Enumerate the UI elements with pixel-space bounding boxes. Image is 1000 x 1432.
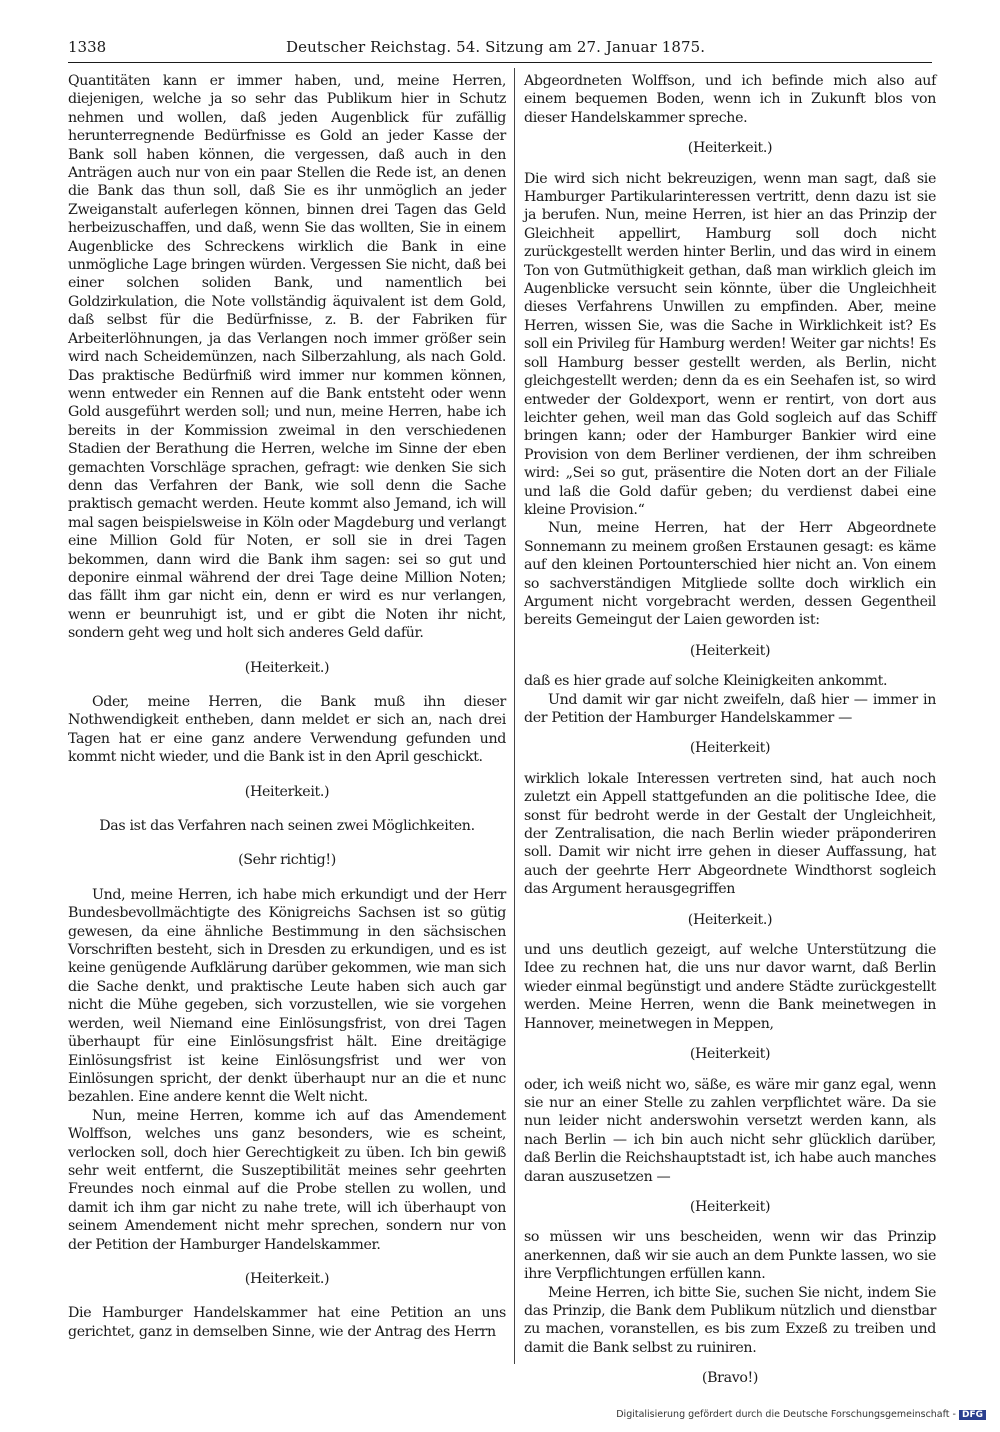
interjection: (Heiterkeit.) bbox=[244, 783, 330, 800]
interjection: (Heiterkeit) bbox=[689, 740, 771, 757]
interjection: (Heiterkeit) bbox=[689, 642, 771, 659]
page-number: 1338 bbox=[68, 38, 107, 56]
column-divider bbox=[514, 68, 515, 1364]
paragraph: Die Hamburger Handelskammer hat eine Petition an uns gerichtet, ganz in demselben Sinne, wie der Antrag des Herrn bbox=[68, 1305, 506, 1340]
paragraph: Meine Herren, ich bitte Sie, suchen Sie nicht, indem Sie das Prinzip, die Bank dem Publikum nützlich und dienstbar zu machen, voranstellen, es bis zum Exzeß zu treiben und damit die Bank selbst zu ruiniren. bbox=[524, 1284, 936, 1356]
paragraph: so müssen wir uns bescheiden, wenn wir das Prinzip anerkennen, daß wir sie auch an dem Punkte lassen, wo sie ihre Verpflichtungen erfüllen kann. bbox=[524, 1229, 936, 1283]
interjection: (Heiterkeit) bbox=[689, 1198, 771, 1215]
interjection: (Heiterkeit.) bbox=[687, 911, 773, 928]
interjection: (Heiterkeit) bbox=[689, 1046, 771, 1063]
interjection: Das ist das Verfahren nach seinen zwei Möglichkeiten. bbox=[99, 818, 475, 835]
right-column bbox=[524, 72, 936, 1400]
interjection: (Heiterkeit.) bbox=[244, 659, 330, 676]
header-rule bbox=[68, 62, 932, 63]
paragraph: wirklich lokale Interessen vertreten sind, hat auch noch zuletzt ein Appell stattgefunden an die politische Idee, die sonst für bedroht werde in der Gestalt der Ungleichheit, der Zentralisation, die nach Berlin wieder präponderiren soll. Damit wir nicht irre gehen in dieser Auffassung, hat auch der geehrte Herr Abgeordnete Windthorst sogleich das Argument herausgegriffen bbox=[524, 770, 936, 898]
paragraph: Nun, meine Herren, hat der Herr Abgeordnete Sonnemann zu meinem großen Erstaunen gesagt: es käme auf den kleinen Portounterschied hier nicht an. Von einem so sachverständigen Mitgliede sollte doch wirklich ein Argument nicht vorgebracht werden, dessen Gegentheil bereits Gemeingut der Laien geworden ist: bbox=[524, 520, 936, 629]
interjection: (Sehr richtig!) bbox=[238, 852, 336, 869]
footer-credit-text: Digitalisierung gefördert durch die Deutsche Forschungsgemeinschaft - bbox=[616, 1409, 956, 1420]
paragraph: daß es hier grade auf solche Kleinigkeiten ankommt. bbox=[524, 673, 888, 690]
paragraph: Nun, meine Herren, komme ich auf das Amendement Wolffson, welches uns ganz besonders, wie es scheint, verlocken soll, doch hier Gerechtigkeit zu üben. Ich bin gewiß sehr weit entfernt, die Suszeptibilität meines sehr geehrten Freundes noch einmal auf die Probe stellen zu wollen, und damit ich ihm gar nicht zu nahe trete, will ich überhaupt von seinem Amendement nicht mehr sprechen, sondern nur von der Petition der Hamburger Handelskammer. bbox=[68, 1107, 506, 1253]
paragraph: Abgeordneten Wolffson, und ich befinde mich also auf einem bequemen Boden, wenn ich in Zukunft blos von dieser Handelskammer spreche. bbox=[524, 73, 936, 126]
paragraph: Die wird sich nicht bekreuzigen, wenn man sagt, daß sie Hamburger Partikularinteressen vertritt, denn dazu ist sie ja berufen. Nun, meine Herren, ist hier an das Prinzip der Gleichheit appellirt, Hamburg soll doch nicht zurückgestellt werden hinter Berlin, und das wird in einem Ton von Gutmüthigkeit gethan, daß man wirklich gleich im Augenblicke versucht sein könnte, über die Ungleichheit dieses Verfahrens Unwillen zu empfinden. Aber, meine Herren, wissen Sie, was die Sache in Wirklichkeit ist? Es soll ein Privileg für Hamburg werden! Weiter gar nichts! Es soll Hamburg besser gestellt werden, als Berlin, nicht gleichgestellt werden; denn da es ein Seehafen ist, so wird entweder der Goldexport, wenn er rentirt, von dort aus leichter gehen, weil man das Gold sogleich auf das Schiff bringen kann; oder der Hamburger Bankier wird eine Provision von dem Berliner verdienen, der ihm schreiben wird: „Sei so gut, präsentire die Noten dort an der Filiale und laß die Gold dafür geben; du verdienst dabei eine kleine Provision.“ bbox=[524, 170, 936, 518]
dfg-logo: DFG bbox=[959, 1410, 986, 1420]
paragraph: und uns deutlich gezeigt, auf welche Unterstützung die Idee zu rechnen hat, die uns nur davor warnt, daß Berlin wieder einmal begünstigt und andere Städte zurückgestellt werden. Meine Herren, wenn die Bank meinetwegen in Hannover, meinetwegen in Meppen, bbox=[524, 942, 936, 1032]
page-header bbox=[68, 38, 932, 60]
paragraph: oder, ich weiß nicht wo, säße, es wäre mir ganz egal, wenn sie nur an einer Stelle zu zahlen verpflichtet wäre. Da sie nun leider nicht anderswohin versetzt werden kann, als nach Berlin — ich bin auch nicht sehr glücklich darüber, daß Berlin die Reichshauptstadt ist, ich habe auch manches daran auszusetzen — bbox=[524, 1076, 936, 1185]
interjection: (Bravo!) bbox=[701, 1370, 759, 1387]
paragraph: Oder, meine Herren, die Bank muß ihn dieser Nothwendigkeit entheben, dann meldet er sich an, nach drei Tagen hat er eine ganz andere Verwendung gefunden und kommt nicht wieder, und die Bank ist in den April geschickt. bbox=[68, 694, 506, 766]
interjection: (Heiterkeit.) bbox=[687, 140, 773, 157]
left-column bbox=[68, 72, 506, 1341]
paragraph: Und, meine Herren, ich habe mich erkundigt und der Herr Bundesbevollmächtigte des Königreichs Sachsen ist so gütig gewesen, da eine ähnliche Bestimmung in den sächsischen Vorschriften besteht, sich in Dresden zu erkundigen, und es ist keine genügende Aufklärung darüber gekommen, wie man sich die Sache denkt, und praktische Leute haben sich auch gar nicht die Mühe gegeben, sich vorzustellen, wie sie vorgehen werden, weil Niemand eine Einlösungsfrist, von drei Tagen überhaupt für eine Einlösungsfrist hält. Eine dreitägige Einlösungsfrist ist keine Einlösungsfrist und wer von Einlösungen spricht, der denkt überhaupt nur an die et nunc bezahlen. Eine andere kennt die Welt nicht. bbox=[68, 886, 506, 1106]
footer-credit bbox=[616, 1409, 986, 1420]
paragraph: Quantitäten kann er immer haben, und, meine Herren, diejenigen, welche ja so sehr das Publikum hier in Schutz nehmen und wollen, daß jeden Augenblick für zufällig herunterregnende Bedürfnisse es Gold an jeder Kasse der Bank soll haben können, die vergessen, daß auch in den Anträgen auch nur von ein paar Stellen die Rede ist, an denen die Bank das thun soll, daß Sie es ihr unmöglich an jeder Zweiganstalt auferlegen können, binnen drei Tagen das Geld herbeizuschaffen, und daß, wenn Sie das wollten, Sie in einem Augenblicke des Schreckens wirklich die Bank in eine unmögliche Lage bringen würden. Vergessen Sie nicht, daß bei einer solchen soliden Bank, und namentlich bei Goldzirkulation, die Note vollständig äquivalent ist dem Gold, daß selbst für die Bedürfnisse, z. B. der Fabriken für Arbeiterlöhnungen, ja das Verlangen noch immer größer sein wird nach Scheidemünzen, nach Silberzahlung, als nach Gold. Das praktische Bedürfniß wird immer nur kommen können, wenn entweder ein Rennen auf die Bank entsteht oder wenn Gold ausgeführt werden soll; und nun, meine Herren, habe ich bereits in der Kommission zweimal in den verschiedenen Stadien der Berathung die Herren, welche im Sinne der eben gemachten Vorschläge sprachen, gefragt: wie denken Sie sich denn das Verfahren der Bank, wie soll denn die Sache praktisch gemacht werden. Heute kommt also Jemand, ich will mal sagen beispielsweise in Köln oder Magdeburg und verlangt eine Million Gold für Noten, er soll sie in drei Tagen bekommen, dann wird die Bank ihm sagen: sei so gut und deponire einmal während der drei Tage deine Million Noten; das fällt ihm gar nicht ein, denn er wird es nur verlangen, wenn er beunruhigt ist, und er gibt die Noten ihr nicht, sondern geht weg und holt sich anderes Geld dafür. bbox=[68, 73, 506, 642]
running-head: Deutscher Reichstag. 54. Sitzung am 27. Januar 1875. bbox=[286, 38, 706, 56]
paragraph: Und damit wir gar nicht zweifeln, daß hier — immer in der Petition der Hamburger Handelskammer — bbox=[524, 691, 936, 726]
interjection: (Heiterkeit.) bbox=[244, 1270, 330, 1287]
